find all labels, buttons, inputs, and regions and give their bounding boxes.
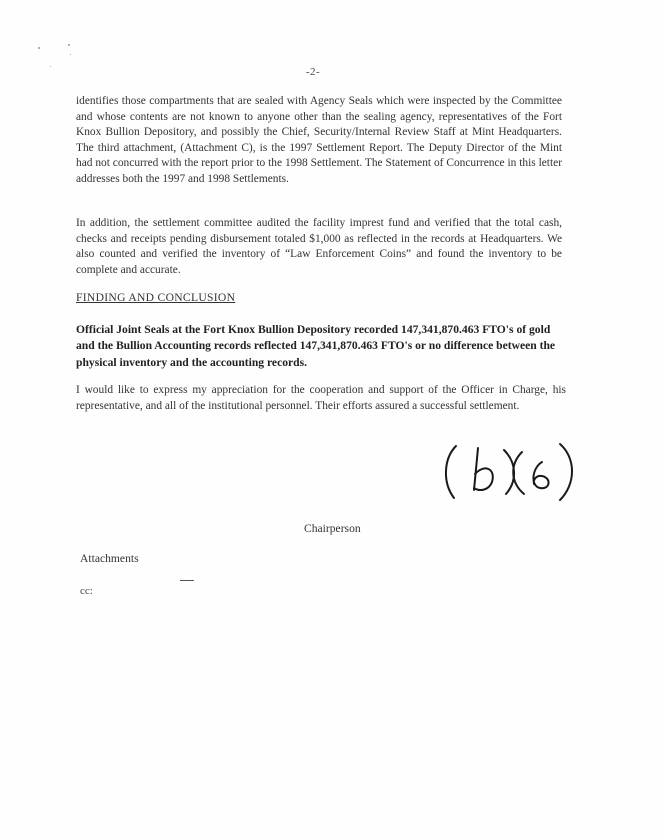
scan-speck [68,44,70,46]
body-paragraph: identifies those compartments that are sealed with Agency Seals which were inspected by the Committee and whose contents are not known to anyone other than the sealing agency, representatives of the Fort Knox Bullion Depository, and possibly the Chief, Security/Internal Review Staff at Mint Headquarters. The third attachment, (Attachment C), is the 1997 Settlement Report. The Deputy Director of the Mint had not concurred with the report prior to the 1998 Settlement. The Statement of Concurrence in this letter addresses both the 1997 and 1998 Settlements. [76,95,562,185]
section-heading: FINDING AND CONCLUSION [76,291,236,304]
cc-label: cc: [80,585,93,597]
scan-speck [70,54,71,55]
handwritten-redaction-mark [434,436,584,506]
signature-title: Chairperson [304,522,361,535]
page-number: -2- [305,66,321,78]
closing-paragraph: I would like to express my appreciation for the cooperation and support of the Officer in Charge, his representative, and all of the institutional personnel. Their efforts assured a successful settlement. [76,384,566,412]
scan-speck [38,47,40,49]
body-paragraph: In addition, the settlement committee audited the facility imprest fund and verified that the total cash, checks and receipts pending disbursement totaled $1,000 as reflected in the records at Headquarters. We also counted and verified the inventory of “Law Enforcement Coins” and found the inventory to be complete and accurate. [76,217,562,276]
finding-statement: Official Joint Seals at the Fort Knox Bullion Depository recorded 147,341,870.463 FTO's of gold and the Bullion Accounting records reflected 147,341,870.463 FTO's or no difference between the physical inventory and the accounting records. [76,323,556,369]
attachments-label: Attachments [80,552,139,565]
scan-mark [180,580,194,581]
